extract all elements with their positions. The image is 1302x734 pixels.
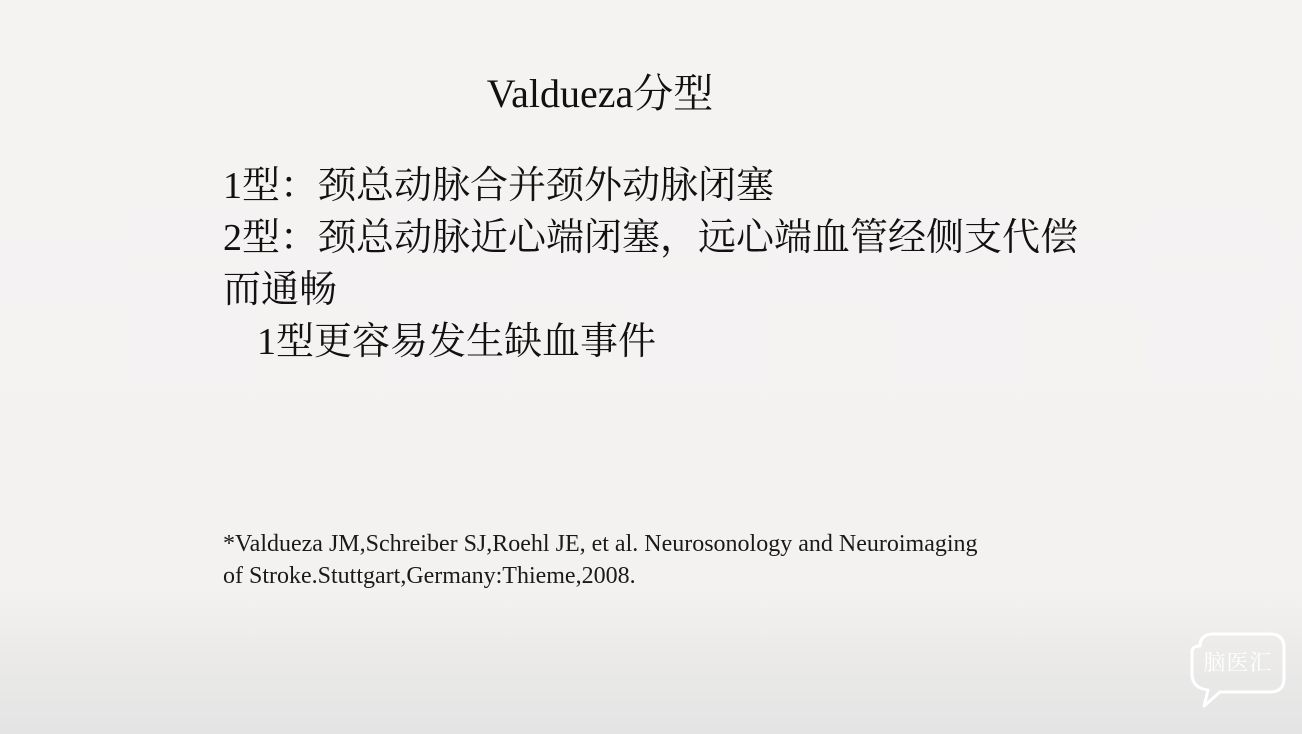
watermark-logo xyxy=(1186,628,1290,712)
conclusion-line: 1型更容易发生缺血事件 xyxy=(257,321,657,363)
watermark-text: 脑医汇 xyxy=(1203,651,1273,676)
slide-title: Valdueza分型 xyxy=(486,71,714,116)
reference-line-2: of Stroke.Stuttgart,Germany:Thieme,2008. xyxy=(223,563,636,589)
reference-citation xyxy=(223,528,1103,592)
slide-body xyxy=(223,160,1103,368)
type-1-line: 1型：颈总动脉合并颈外动脉闭塞 xyxy=(223,165,775,207)
type-2-line: 2型：颈总动脉近心端闭塞，远心端血管经侧支代偿而通畅 xyxy=(223,217,1079,311)
reference-line-1: *Valdueza JM,Schreiber SJ,Roehl JE, et al. Neurosonology and Neuroimaging xyxy=(223,531,978,557)
